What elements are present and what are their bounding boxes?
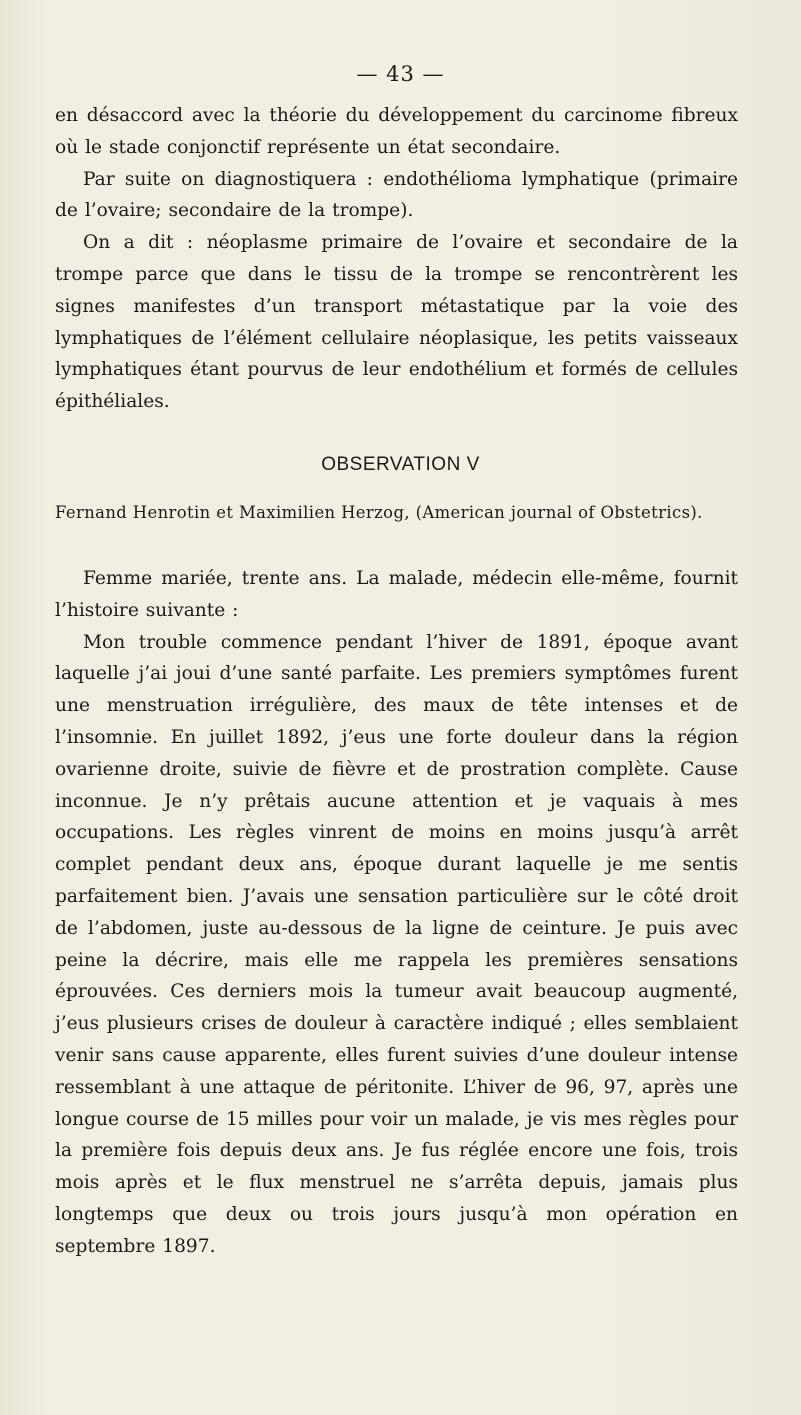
- text-block-bottom: [55, 563, 738, 1263]
- paragraph: Femme mariée, trente ans. La malade, médecin elle-même, fournit l’histoire suivante :: [55, 568, 738, 621]
- text-block-top: [55, 100, 738, 418]
- section-heading: OBSERVATION V: [321, 454, 480, 475]
- paragraph: Mon trouble commence pendant l’hiver de 1891, époque avant laquelle j’ai joui d’une santé parfaite. Les premiers symptômes furent une menstruation irrégulière, des maux de tête intenses et de l’insomnie. En juillet 1892, j’eus une forte douleur dans la région ovarienne droite, suivie de fièvre et de prostration complète. Cause inconnue. Je n’y prêtais aucune attention et je vaquais à mes occupations. Les règles vinrent de moins en moins jusqu’à arrêt complet pendant deux ans, époque durant laquelle je me sentis parfaitement bien. J’avais une sensation particulière sur le côté droit de l’abdomen, juste au-dessous de la ligne de ceinture. Je puis avec peine la décrire, mais elle me rappela les premières sensations éprouvées. Ces derniers mois la tumeur avait beaucoup augmenté, j’eus plusieurs crises de douleur à caractère indiqué ; elles semblaient venir sans cause apparente, elles furent suivies d’une douleur intense ressemblant à une attaque de péritonite. L’hiver de 96, 97, après une longue course de 15 milles pour voir un malade, je vis mes règles pour la première fois depuis deux ans. Je fus réglée encore une fois, trois mois après et le flux menstruel ne s’arrêta depuis, jamais plus longtemps que deux ou trois jours jusqu’à mon opération en septembre 1897.: [55, 631, 738, 1257]
- paragraph: Par suite on diagnostiquera : endothélioma lymphatique (primaire de l’ovaire; secondaire de la trompe).: [55, 168, 738, 222]
- source-citation: Fernand Henrotin et Maximilien Herzog, (American journal of Obstetrics).: [55, 503, 703, 522]
- paragraph: en désaccord avec la théorie du développement du carcinome fibreux où le stade conjonctif représente un état secondaire.: [55, 105, 738, 158]
- page-number: — 43 —: [356, 62, 445, 86]
- paragraph: On a dit : néoplasme primaire de l’ovaire et secondaire de la trompe parce que dans le tissu de la trompe se rencontrèrent les signes manifestes d’un transport métastatique par la voie des lymphatiques de l’élément cellulaire néoplasique, les petits vaisseaux lymphatiques étant pourvus de leur endothélium et formés de cellules épithéliales.: [55, 232, 738, 413]
